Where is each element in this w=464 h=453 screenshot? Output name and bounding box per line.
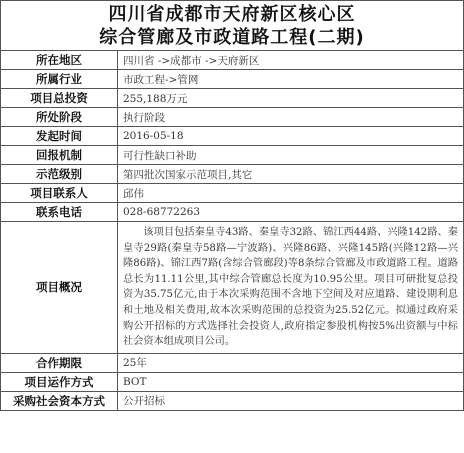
title-line-2: 综合管廊及市政道路工程(二期) [99, 26, 365, 48]
row-label: 回报机制 [1, 146, 118, 165]
row-label: 所属行业 [1, 70, 118, 89]
row-value: 2016-05-18 [118, 127, 464, 146]
row-label: 所在地区 [1, 51, 118, 70]
project-info-table [0, 50, 464, 411]
row-label: 所处阶段 [1, 108, 118, 127]
row-value: 四川省 ->成都市 ->天府新区 [118, 51, 464, 70]
row-value: BOT [118, 372, 464, 391]
row-label: 项目运作方式 [1, 372, 118, 391]
document-title [0, 0, 464, 50]
row-value: 028-68772263 [118, 203, 464, 222]
row-value: 25年 [118, 353, 464, 372]
row-label: 合作期限 [1, 353, 118, 372]
table-row [1, 51, 464, 70]
table-row [1, 203, 464, 222]
table-row [1, 372, 464, 391]
row-label: 发起时间 [1, 127, 118, 146]
table-row [1, 108, 464, 127]
row-label: 示范级别 [1, 165, 118, 184]
table-row [1, 184, 464, 203]
table-row [1, 353, 464, 372]
table-row [1, 89, 464, 108]
table-row [1, 391, 464, 410]
row-value: 可行性缺口补助 [118, 146, 464, 165]
table-row-overview [1, 222, 464, 354]
table-row [1, 127, 464, 146]
row-label: 项目概况 [1, 222, 118, 354]
row-label: 联系电话 [1, 203, 118, 222]
title-line-1: 四川省成都市天府新区核心区 [108, 3, 356, 25]
row-value: 第四批次国家示范项目,其它 [118, 165, 464, 184]
row-label: 项目总投资 [1, 89, 118, 108]
row-label: 项目联系人 [1, 184, 118, 203]
table-row [1, 70, 464, 89]
row-value: 市政工程->管网 [118, 70, 464, 89]
row-value: 255,188万元 [118, 89, 464, 108]
row-value: 邱伟 [118, 184, 464, 203]
table-row [1, 146, 464, 165]
table-row [1, 165, 464, 184]
row-label: 采购社会资本方式 [1, 391, 118, 410]
row-value: 公开招标 [118, 391, 464, 410]
overview-text: 该项目包括秦皇寺43路、秦皇寺32路、锦江西44路、兴隆142路、秦皇寺29路(秦皇寺58路—宁波路)、兴隆86路、兴隆145路(兴隆12路—兴隆86路)、锦江西7路(含综合管廊段)等8条综合管廊及市政道路工程。道路总长为11.11公里,其中综合管廊总长度为10.95公里。项目可研批复总投资为35.75亿元,由于本次采购范围不含地下空间及对应道路、建设期利息和土地及相关费用,故本次采购范围的总投资为25.52亿元。拟通过政府采购公开招标的方式选择社会投资人,政府指定参股机构按5%出资额与中标社会资本组成项目公司。 [118, 222, 464, 354]
row-value: 执行阶段 [118, 108, 464, 127]
